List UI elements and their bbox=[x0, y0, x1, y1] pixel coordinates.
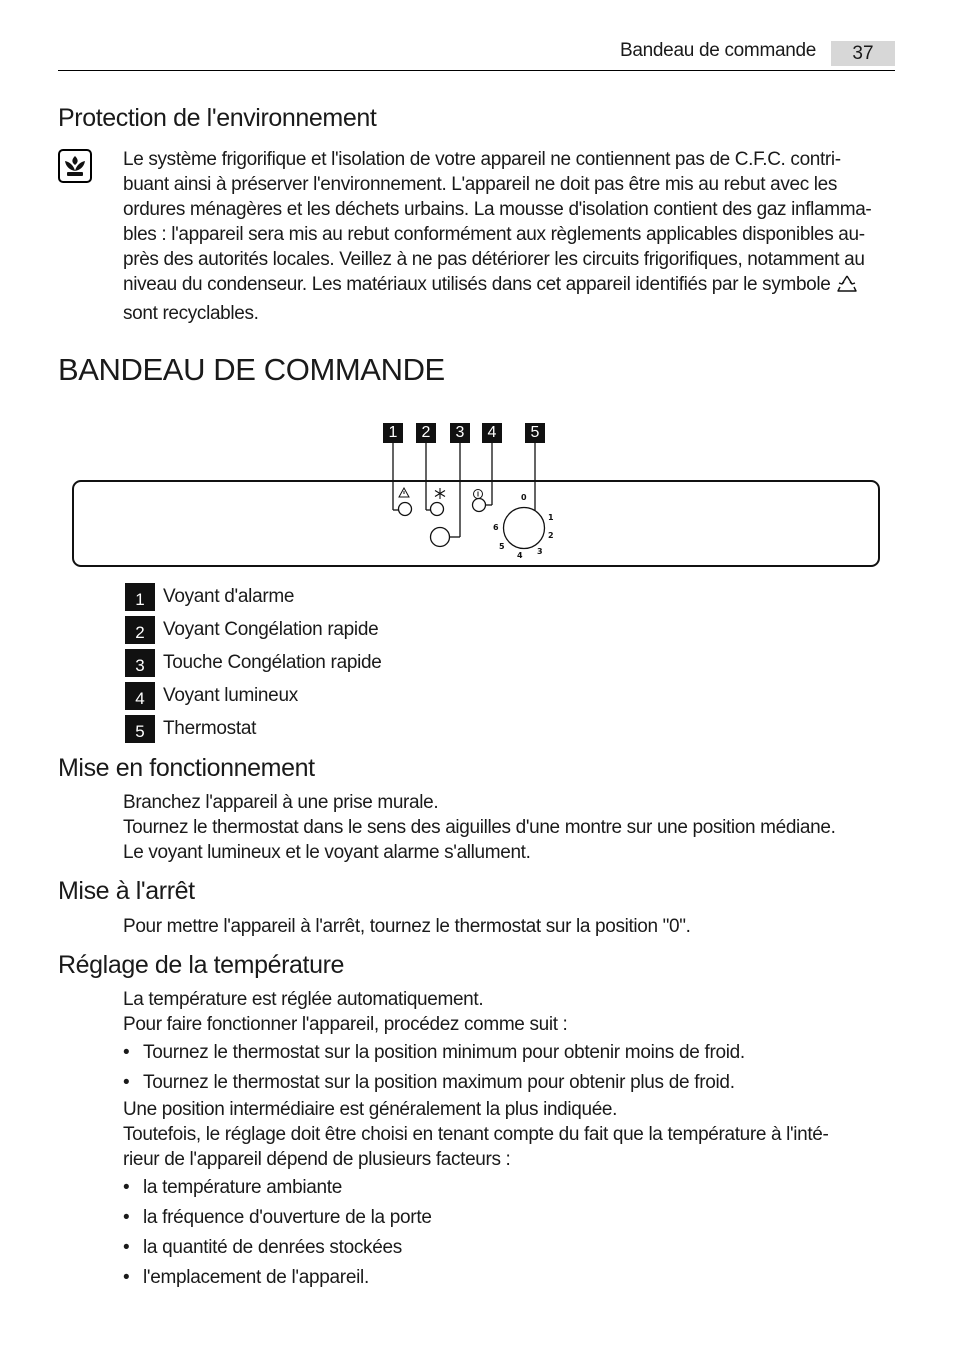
header-title: Bandeau de commande bbox=[620, 40, 817, 61]
temperature-intro-line: Pour faire fonctionner l'appareil, procédez comme suit : bbox=[123, 1014, 568, 1035]
bullet-text: Tournez le thermostat sur la position maximum pour obtenir plus de froid. bbox=[143, 1072, 735, 1093]
diagram-tag-5: 5 bbox=[525, 423, 545, 443]
legend-number: 5 bbox=[125, 715, 155, 743]
dial-number: 4 bbox=[517, 551, 523, 560]
environment-line: près des autorités locales. Veillez à ne pas détériorer les circuits frigorifiques, notamment au bbox=[123, 249, 865, 270]
power-light-icon bbox=[474, 490, 483, 499]
bullet-text: la température ambiante bbox=[143, 1177, 343, 1198]
bullet-dot: • bbox=[123, 1207, 130, 1228]
environment-line: bles : l'appareil sera mis au rebut conformément aux règlements applicables disponibles au- bbox=[123, 224, 865, 245]
environment-heading: Protection de l'environnement bbox=[58, 104, 377, 132]
legend-item bbox=[125, 648, 382, 678]
legend-label: Thermostat bbox=[163, 718, 257, 739]
legend-label: Voyant lumineux bbox=[163, 685, 298, 706]
startup-line: Branchez l'appareil à une prise murale. bbox=[123, 792, 439, 813]
dial-number: 5 bbox=[499, 542, 505, 551]
legend-label: Touche Congélation rapide bbox=[163, 652, 382, 673]
shutdown-text bbox=[123, 914, 903, 939]
legend-label: Voyant Congélation rapide bbox=[163, 619, 379, 640]
diagram-tag-1: 1 bbox=[383, 423, 403, 443]
bullet-dot: • bbox=[123, 1177, 130, 1198]
main-heading: BANDEAU DE COMMANDE bbox=[58, 352, 445, 387]
bullet-text: l'emplacement de l'appareil. bbox=[143, 1267, 369, 1288]
dial-number: 3 bbox=[537, 547, 543, 556]
temperature-middle-line: Une position intermédiaire est généralement la plus indiquée. bbox=[123, 1099, 618, 1120]
bullet-dot: • bbox=[123, 1237, 130, 1258]
bullet-item bbox=[123, 1267, 369, 1289]
bullet-dot: • bbox=[123, 1042, 130, 1063]
bullet-item bbox=[123, 1042, 745, 1064]
page-number: 37 bbox=[831, 41, 895, 66]
temperature-intro bbox=[123, 987, 903, 1037]
dial-number: 2 bbox=[548, 531, 554, 540]
environment-line: buant ainsi à préserver l'environnement. L'appareil ne doit pas être mis au rebut avec les bbox=[123, 174, 838, 195]
temperature-middle-line: rieur de l'appareil dépend de plusieurs facteurs : bbox=[123, 1149, 511, 1170]
temperature-middle bbox=[123, 1097, 903, 1172]
legend-number: 2 bbox=[125, 616, 155, 644]
legend-number: 3 bbox=[125, 649, 155, 677]
temperature-heading: Réglage de la température bbox=[58, 951, 345, 979]
bullet-dot: • bbox=[123, 1267, 130, 1288]
startup-heading: Mise en fonctionnement bbox=[58, 754, 315, 782]
bullet-text: Tournez le thermostat sur la position minimum pour obtenir moins de froid. bbox=[143, 1042, 745, 1063]
dial-number: 6 bbox=[493, 523, 499, 532]
power-light bbox=[473, 499, 486, 512]
alarm-triangle-icon bbox=[399, 488, 409, 497]
bullet-item bbox=[123, 1237, 402, 1259]
shutdown-heading: Mise à l'arrêt bbox=[58, 877, 195, 905]
legend-label: Voyant d'alarme bbox=[163, 586, 295, 607]
thermostat-dial bbox=[504, 508, 545, 549]
legend-number: 4 bbox=[125, 682, 155, 710]
legend-item bbox=[125, 681, 298, 711]
legend-item bbox=[125, 582, 294, 612]
dial-number: 1 bbox=[548, 513, 554, 522]
temperature-middle-line: Toutefois, le réglage doit être choisi en tenant compte du fait que la température à l'inté- bbox=[123, 1124, 829, 1145]
startup-text bbox=[123, 790, 903, 865]
snowflake-icon bbox=[435, 488, 445, 499]
diagram-tag-3: 3 bbox=[450, 423, 470, 443]
startup-line: Le voyant lumineux et le voyant alarme s'allument. bbox=[123, 842, 531, 863]
bullet-text: la quantité de denrées stockées bbox=[143, 1237, 402, 1258]
environment-line: ordures ménagères et les déchets urbains. La mousse d'isolation contient des gaz inflamma- bbox=[123, 199, 872, 220]
bullet-dot: • bbox=[123, 1072, 130, 1093]
shutdown-line: Pour mettre l'appareil à l'arrêt, tournez le thermostat sur la position "0". bbox=[123, 916, 691, 937]
bullet-item bbox=[123, 1177, 342, 1199]
environment-line: Le système frigorifique et l'isolation de votre appareil ne contiennent pas de C.F.C. contri- bbox=[123, 149, 841, 170]
legend-item bbox=[125, 615, 378, 645]
environment-line: sont recyclables. bbox=[123, 303, 259, 324]
fast-freeze-light bbox=[431, 503, 444, 516]
legend-number: 1 bbox=[125, 583, 155, 611]
diagram-tag-4: 4 bbox=[482, 423, 502, 443]
bullet-item bbox=[123, 1207, 432, 1229]
dial-number: 0 bbox=[521, 493, 527, 502]
fast-freeze-button bbox=[431, 528, 450, 547]
alarm-light bbox=[399, 503, 412, 516]
bullet-item bbox=[123, 1072, 735, 1094]
temperature-intro-line: La température est réglée automatiquement. bbox=[123, 989, 484, 1010]
environment-line-text: niveau du condenseur. Les matériaux utilisés dans cet appareil identifiés par le symbole bbox=[123, 274, 831, 295]
panel-diagram bbox=[0, 0, 954, 600]
legend-item bbox=[125, 714, 256, 744]
bullet-text: la fréquence d'ouverture de la porte bbox=[143, 1207, 432, 1228]
startup-line: Tournez le thermostat dans le sens des aiguilles d'une montre sur une position médiane. bbox=[123, 817, 836, 838]
diagram-tag-2: 2 bbox=[416, 423, 436, 443]
